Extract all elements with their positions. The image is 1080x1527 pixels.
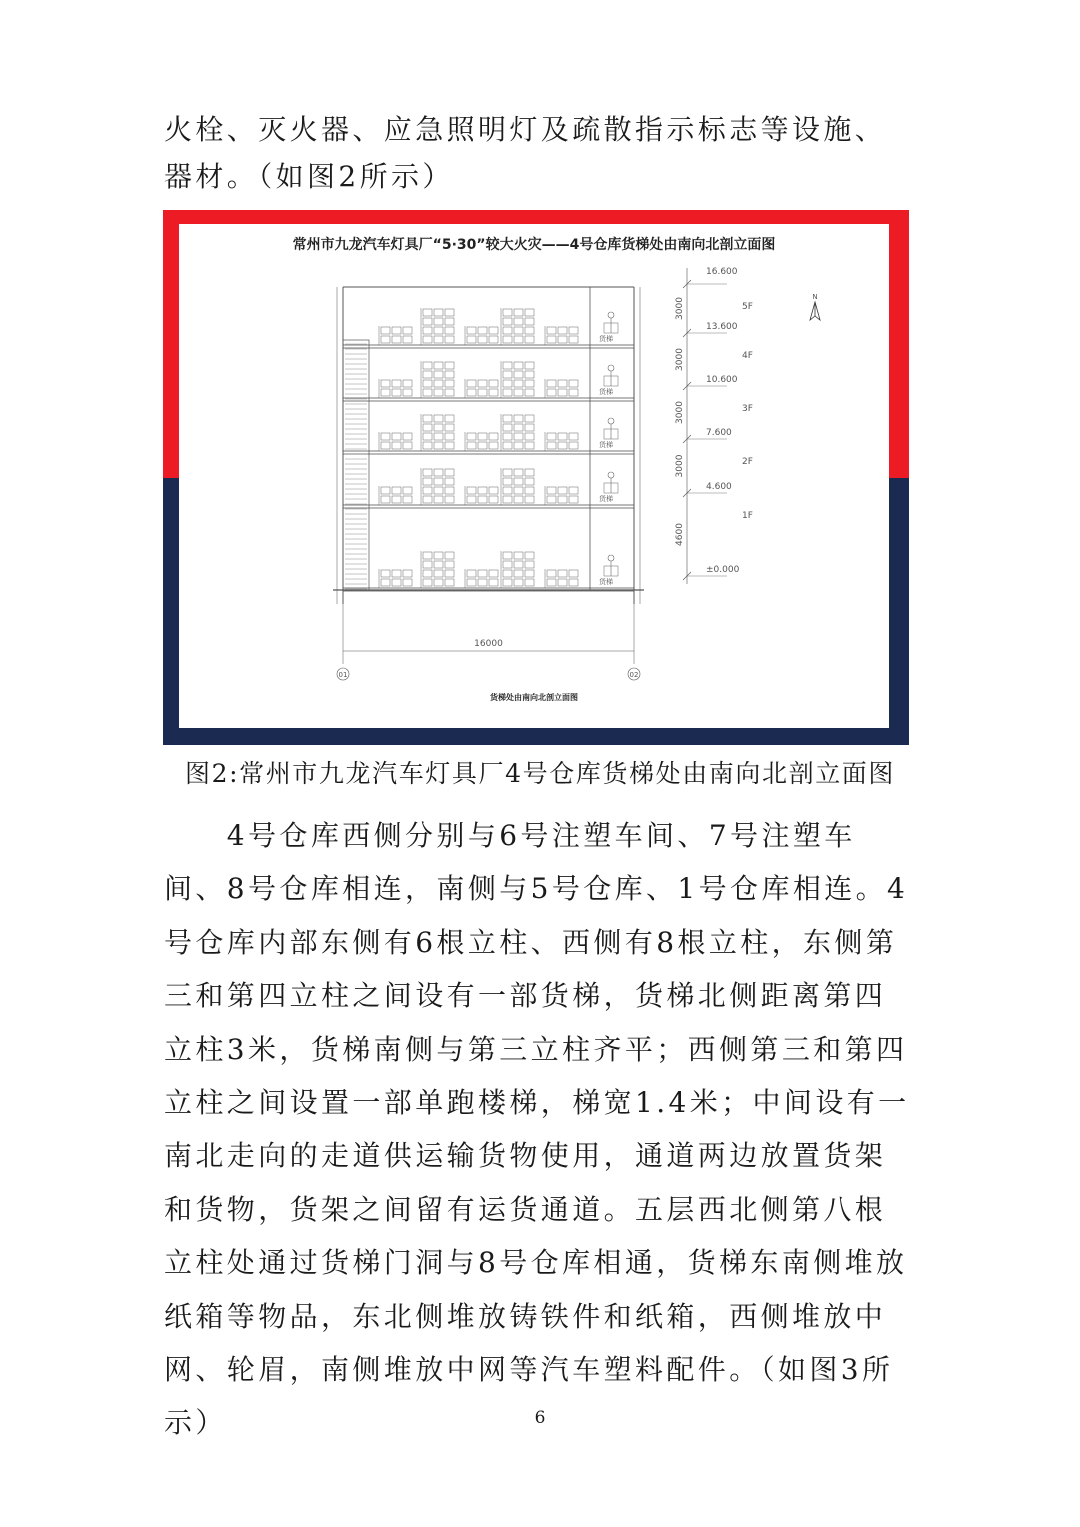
cargo-box: [525, 442, 534, 449]
cargo-box: [503, 362, 512, 369]
north-arrow-label: N: [812, 293, 818, 301]
cargo-box: [558, 433, 567, 440]
cargo-box: [514, 442, 523, 449]
cargo-box: [525, 336, 534, 343]
elevator-label: 货梯: [599, 495, 613, 503]
cargo-box: [558, 496, 567, 503]
cargo-box: [467, 579, 476, 586]
cargo-box: [569, 487, 578, 494]
floor-height-text: 3000: [675, 348, 685, 371]
cargo-box: [547, 433, 556, 440]
cargo-box: [467, 389, 476, 396]
floor-elevation-text: 10.600: [706, 375, 738, 385]
cargo-box: [392, 570, 401, 577]
cargo-box: [403, 327, 412, 334]
cargo-box: [423, 561, 432, 568]
floor-elevation-text: 7.600: [706, 428, 732, 438]
cargo-box: [503, 371, 512, 378]
cargo-box: [478, 496, 487, 503]
cargo-box: [547, 579, 556, 586]
cargo-box: [514, 478, 523, 485]
cargo-box: [558, 389, 567, 396]
cargo-box: [558, 327, 567, 334]
cargo-box: [434, 579, 443, 586]
cargo-box: [434, 309, 443, 316]
floor-elevation-text: ±0.000: [706, 565, 740, 575]
cargo-box: [445, 469, 454, 476]
cargo-box: [558, 336, 567, 343]
cargo-box: [434, 371, 443, 378]
cargo-box: [403, 336, 412, 343]
cargo-box: [445, 424, 454, 431]
cargo-box: [525, 433, 534, 440]
cargo-box: [569, 389, 578, 396]
cargo-box: [558, 579, 567, 586]
cargo-box: [403, 389, 412, 396]
cargo-box: [514, 362, 523, 369]
cargo-box: [381, 433, 390, 440]
cargo-box: [392, 442, 401, 449]
cargo-box: [478, 389, 487, 396]
cargo-box: [434, 424, 443, 431]
cargo-box: [434, 570, 443, 577]
cargo-box: [434, 496, 443, 503]
cargo-box: [423, 327, 432, 334]
cargo-box: [547, 327, 556, 334]
cargo-box: [525, 579, 534, 586]
person-figure-head: [608, 365, 614, 371]
floor-height-text: 3000: [675, 401, 685, 424]
cargo-box: [423, 424, 432, 431]
cargo-box: [547, 570, 556, 577]
cargo-box: [525, 570, 534, 577]
cargo-box: [503, 496, 512, 503]
cargo-box: [489, 487, 498, 494]
cargo-box: [423, 496, 432, 503]
cargo-box: [423, 570, 432, 577]
elevator-label: 货梯: [599, 335, 613, 343]
cargo-box: [547, 442, 556, 449]
cargo-box: [525, 362, 534, 369]
width-dimension-text: 16000: [474, 639, 503, 649]
cargo-box: [489, 327, 498, 334]
cargo-box: [403, 570, 412, 577]
cargo-box: [381, 496, 390, 503]
cargo-box: [445, 433, 454, 440]
cargo-box: [423, 478, 432, 485]
cargo-box: [392, 579, 401, 586]
floor-height-text: 3000: [675, 454, 685, 478]
cargo-box: [489, 442, 498, 449]
cargo-box: [445, 415, 454, 422]
cargo-box: [445, 309, 454, 316]
person-figure-head: [608, 555, 614, 561]
cargo-box: [514, 561, 523, 568]
cargo-box: [423, 389, 432, 396]
cargo-box: [392, 487, 401, 494]
cargo-box: [525, 371, 534, 378]
cargo-box: [514, 380, 523, 387]
cargo-box: [503, 327, 512, 334]
cargo-box: [403, 487, 412, 494]
cargo-box: [445, 362, 454, 369]
drawing-sheet: [179, 224, 889, 728]
floor-label: 3F: [742, 404, 753, 414]
cargo-box: [467, 496, 476, 503]
axis-label: 02: [629, 671, 639, 679]
cargo-box: [445, 318, 454, 325]
cargo-box: [514, 570, 523, 577]
cargo-box: [514, 424, 523, 431]
cargo-box: [558, 380, 567, 387]
cargo-box: [547, 336, 556, 343]
cargo-box: [467, 433, 476, 440]
cargo-box: [445, 487, 454, 494]
cargo-box: [434, 415, 443, 422]
body-paragraph: 4号仓库西侧分别与6号注塑车间、7号注塑车间、8号仓库相连，南侧与5号仓库、1号仓库相连。4号仓库内部东侧有6根立柱、西侧有8根立柱，东侧第三和第四立柱之间设有一部货梯，货梯北侧距离第四立柱3米，货梯南侧与第三立柱齐平；西侧第三和第四立柱之间设置一部单跑楼梯，梯宽1.4米；中间设有一南北走向的走道供运输货物使用，通道两边放置货架和货物，货架之间留有运货通道。五层西北侧第八根立柱处通过货梯门洞与8号仓库相通，货梯东南侧堆放纸箱等物品，东北侧堆放铸铁件和纸箱，西侧堆放中网、轮眉，南侧堆放中网等汽车塑料配件。（如图3所示）: [164, 819, 910, 1440]
cargo-box: [514, 496, 523, 503]
cargo-box: [514, 469, 523, 476]
cargo-box: [503, 487, 512, 494]
cargo-box: [445, 327, 454, 334]
cargo-box: [503, 552, 512, 559]
cargo-box: [503, 415, 512, 422]
cargo-box: [478, 433, 487, 440]
cargo-box: [489, 380, 498, 387]
cargo-box: [514, 415, 523, 422]
cargo-box: [569, 579, 578, 586]
cargo-box: [569, 433, 578, 440]
cargo-box: [445, 478, 454, 485]
cargo-box: [423, 579, 432, 586]
floor-label: 2F: [742, 457, 753, 467]
cargo-box: [514, 552, 523, 559]
cargo-box: [392, 433, 401, 440]
cargo-box: [403, 579, 412, 586]
floor-height-text: 3000: [675, 297, 685, 320]
cargo-box: [503, 389, 512, 396]
cargo-box: [514, 336, 523, 343]
floor-label: 4F: [742, 351, 753, 361]
person-figure-head: [608, 312, 614, 318]
cargo-box: [525, 478, 534, 485]
cargo-box: [434, 478, 443, 485]
cargo-box: [547, 496, 556, 503]
cargo-box: [478, 487, 487, 494]
cargo-box: [445, 336, 454, 343]
cargo-box: [445, 442, 454, 449]
cargo-box: [558, 442, 567, 449]
cargo-box: [525, 318, 534, 325]
cargo-box: [403, 380, 412, 387]
cargo-box: [423, 415, 432, 422]
section-drawing-figure: [163, 210, 909, 745]
cargo-box: [381, 336, 390, 343]
figure-caption: 图2:常州市九龙汽车灯具厂4号仓库货梯处由南向北剖立面图: [184, 759, 896, 788]
cargo-box: [467, 487, 476, 494]
cargo-box: [514, 371, 523, 378]
cargo-box: [423, 469, 432, 476]
cargo-box: [423, 309, 432, 316]
cargo-box: [547, 389, 556, 396]
cargo-box: [514, 327, 523, 334]
cargo-box: [381, 442, 390, 449]
cargo-box: [489, 579, 498, 586]
cargo-box: [525, 389, 534, 396]
cargo-box: [489, 496, 498, 503]
page-number: 6: [534, 1408, 546, 1428]
elevator-label: 货梯: [599, 388, 613, 396]
cargo-box: [434, 433, 443, 440]
cargo-box: [423, 433, 432, 440]
cargo-box: [503, 478, 512, 485]
intro-paragraph: 火栓、灭火器、应急照明灯及疏散指示标志等设施、器材。（如图2所示）: [164, 113, 887, 193]
cargo-box: [434, 389, 443, 396]
cargo-box: [503, 309, 512, 316]
cargo-box: [503, 570, 512, 577]
cargo-box: [423, 336, 432, 343]
cargo-box: [403, 496, 412, 503]
cargo-box: [514, 487, 523, 494]
cargo-box: [569, 380, 578, 387]
cargo-box: [547, 487, 556, 494]
cargo-box: [381, 579, 390, 586]
drawing-subtitle: 货梯处由南向北剖立面图: [490, 693, 578, 702]
cargo-box: [514, 433, 523, 440]
cargo-box: [569, 496, 578, 503]
cargo-box: [381, 327, 390, 334]
cargo-box: [525, 309, 534, 316]
cargo-box: [445, 579, 454, 586]
floor-label: 5F: [742, 302, 753, 312]
cargo-box: [525, 469, 534, 476]
cargo-box: [514, 579, 523, 586]
cargo-box: [381, 389, 390, 396]
cargo-box: [489, 433, 498, 440]
cargo-box: [445, 380, 454, 387]
cargo-box: [445, 389, 454, 396]
floor-elevation-text: 4.600: [706, 482, 732, 492]
cargo-box: [558, 570, 567, 577]
cargo-box: [434, 487, 443, 494]
cargo-box: [423, 380, 432, 387]
cargo-box: [503, 424, 512, 431]
cargo-box: [514, 318, 523, 325]
floor-label: 1F: [742, 511, 753, 521]
cargo-box: [525, 552, 534, 559]
cargo-box: [434, 552, 443, 559]
cargo-box: [525, 496, 534, 503]
cargo-box: [478, 380, 487, 387]
cargo-box: [445, 496, 454, 503]
cargo-box: [503, 442, 512, 449]
cargo-box: [392, 380, 401, 387]
cargo-box: [445, 570, 454, 577]
cargo-box: [434, 327, 443, 334]
person-figure-head: [608, 472, 614, 478]
cargo-box: [423, 442, 432, 449]
cargo-box: [434, 336, 443, 343]
cargo-box: [445, 371, 454, 378]
cargo-box: [503, 336, 512, 343]
cargo-box: [434, 469, 443, 476]
cargo-box: [423, 362, 432, 369]
cargo-box: [478, 336, 487, 343]
cargo-box: [489, 336, 498, 343]
cargo-box: [467, 442, 476, 449]
cargo-box: [503, 318, 512, 325]
cargo-box: [514, 309, 523, 316]
cargo-box: [423, 318, 432, 325]
cargo-box: [434, 362, 443, 369]
cargo-box: [503, 469, 512, 476]
cargo-box: [489, 389, 498, 396]
cargo-box: [467, 570, 476, 577]
cargo-box: [434, 318, 443, 325]
cargo-box: [403, 433, 412, 440]
cargo-box: [423, 552, 432, 559]
cargo-box: [569, 442, 578, 449]
cargo-box: [467, 380, 476, 387]
cargo-box: [403, 442, 412, 449]
cargo-box: [478, 327, 487, 334]
cargo-box: [489, 570, 498, 577]
cargo-box: [434, 561, 443, 568]
cargo-box: [478, 579, 487, 586]
cargo-box: [478, 442, 487, 449]
stairway: [343, 340, 369, 590]
cargo-box: [434, 380, 443, 387]
cargo-box: [569, 570, 578, 577]
cargo-box: [514, 389, 523, 396]
elevator-label: 货梯: [599, 578, 613, 586]
cargo-box: [478, 570, 487, 577]
cargo-box: [392, 496, 401, 503]
cargo-box: [525, 561, 534, 568]
floor-elevation-text: 13.600: [706, 322, 738, 332]
cargo-box: [503, 433, 512, 440]
cargo-box: [381, 380, 390, 387]
cargo-box: [423, 371, 432, 378]
cargo-box: [569, 327, 578, 334]
cargo-box: [381, 487, 390, 494]
cargo-box: [525, 380, 534, 387]
cargo-box: [392, 327, 401, 334]
section-elevation-drawing: [179, 224, 889, 728]
cargo-box: [423, 487, 432, 494]
cargo-box: [503, 579, 512, 586]
cargo-box: [525, 424, 534, 431]
cargo-box: [467, 336, 476, 343]
cargo-box: [445, 561, 454, 568]
drawing-title: 常州市九龙汽车灯具厂“5·30”较大火灾——4号仓库货梯处由南向北剖立面图: [292, 237, 776, 253]
cargo-box: [525, 327, 534, 334]
cargo-box: [525, 487, 534, 494]
person-figure-head: [608, 418, 614, 424]
cargo-box: [558, 487, 567, 494]
cargo-box: [547, 380, 556, 387]
cargo-box: [392, 336, 401, 343]
cargo-box: [503, 380, 512, 387]
cargo-box: [381, 570, 390, 577]
axis-label: 01: [338, 671, 348, 679]
floor-height-text: 4600: [675, 523, 685, 546]
cargo-box: [525, 415, 534, 422]
cargo-box: [569, 336, 578, 343]
cargo-box: [392, 389, 401, 396]
cargo-box: [503, 561, 512, 568]
cargo-box: [445, 552, 454, 559]
elevator-label: 货梯: [599, 441, 613, 449]
cargo-box: [467, 327, 476, 334]
cargo-box: [434, 442, 443, 449]
roof-elevation-text: 16.600: [706, 267, 738, 277]
